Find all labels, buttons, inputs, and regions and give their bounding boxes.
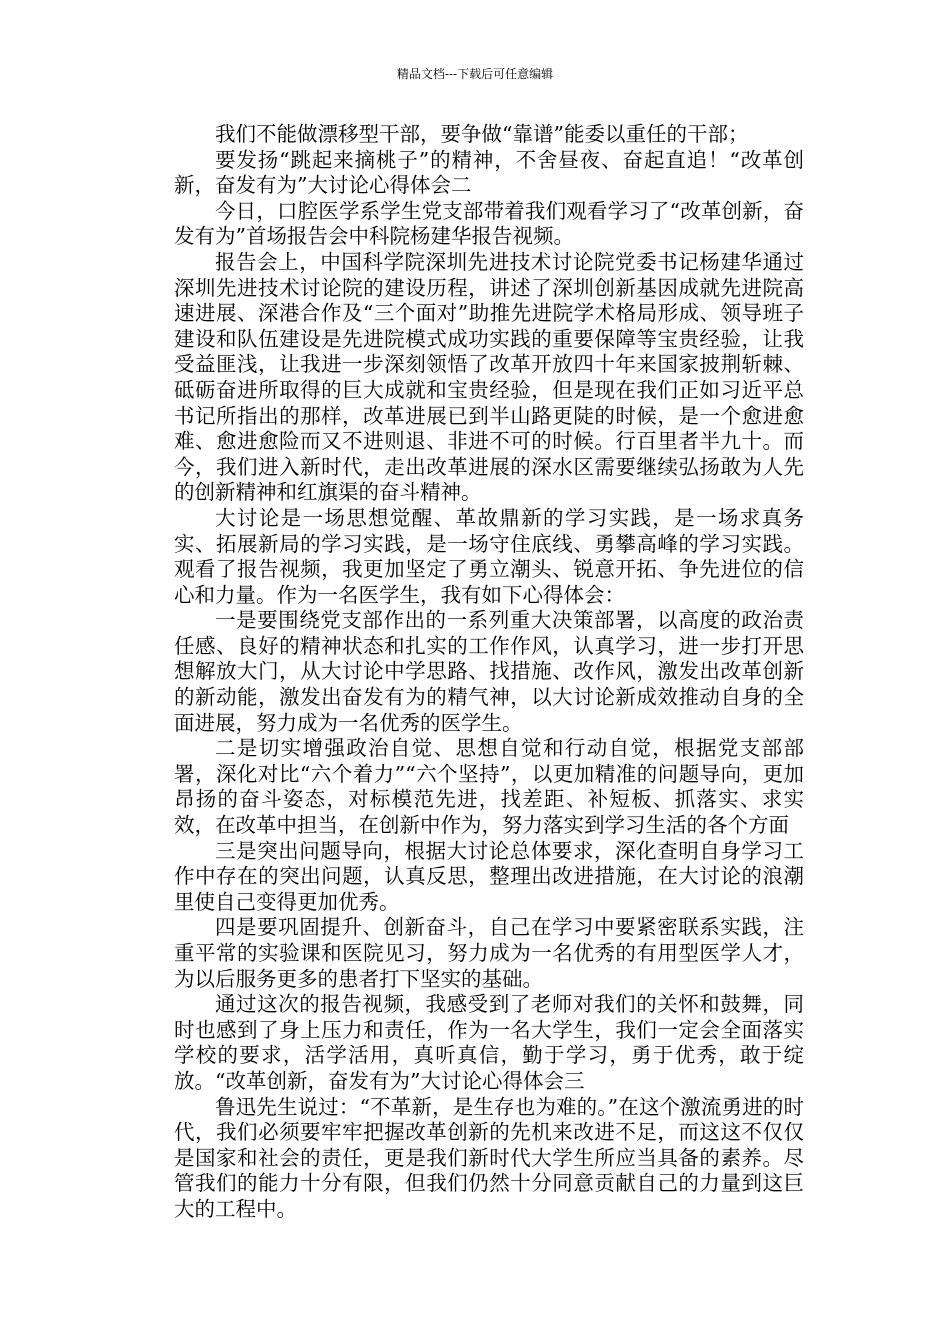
paragraph: 一是要围绕党支部作出的一系列重大决策部署，以高度的政治责任感、良好的精神状态和扎实的工作作风，认真学习，进一步打开思想解放大门，从大讨论中学思路、找措施、改作风，激发出改革创新的新动能，激发出奋发有为的精气神，以大讨论新成效推动自身的全面进展，努力成为一名优秀的医学生。	[174, 608, 804, 735]
paragraph: 三是突出问题导向，根据大讨论总体要求，深化查明自身学习工作中存在的突出问题，认真反思，整理出改进措施，在大讨论的浪潮里使自己变得更加优秀。	[174, 838, 804, 914]
page-header: 精品文档---下载后可任意编辑	[396, 67, 554, 81]
paragraph: 通过这次的报告视频，我感受到了老师对我们的关怀和鼓舞，同时也感到了身上压力和责任，作为一名大学生，我们一定会全面落实学校的要求，活学活用，真听真信，勤于学习，勇于优秀，敢于绽放。“改革创新，奋发有为”大讨论心得体会三	[174, 992, 804, 1093]
document-body	[174, 122, 804, 1223]
paragraph: 四是要巩固提升、创新奋斗，自己在学习中要紧密联系实践，注重平常的实验课和医院见习，努力成为一名优秀的有用型医学人才，为以后服务更多的患者打下坚实的基础。	[174, 915, 804, 991]
paragraph: 二是切实增强政治自觉、思想自觉和行动自觉，根据党支部部署，深化对比“六个着力”“六个坚持”，以更加精准的问题导向，更加昂扬的奋斗姿态，对标模范先进，找差距、补短板、抓落实、求实效，在改革中担当，在创新中作为，努力落实到学习生活的各个方面	[174, 736, 804, 838]
paragraph: 要发扬“跳起来摘桃子”的精神，不舍昼夜、奋起直追！“改革创新，奋发有为”大讨论心得体会二	[174, 147, 804, 198]
paragraph: 报告会上，中国科学院深圳先进技术讨论院党委书记杨建华通过深圳先进技术讨论院的建设历程，讲述了深圳创新基因成就先进院高速进展、深港合作及“三个面对”助推先进院学术格局形成、领导班子建设和队伍建设是先进院模式成功实践的重要保障等宝贵经验，让我受益匪浅，让我进一步深刻领悟了改革开放四十年来国家披荆斩棘、砥砺奋进所取得的巨大成就和宝贵经验，但是现在我们正如习近平总书记所指出的那样，改革进展已到半山路更陡的时候，是一个愈进愈难、愈进愈险而又不进则退、非进不可的时候。行百里者半九十。而今，我们进入新时代，走出改革进展的深水区需要继续弘扬敢为人先的创新精神和红旗渠的奋斗精神。	[174, 249, 804, 505]
paragraph: 我们不能做漂移型干部，要争做“靠谱”能委以重任的干部；	[215, 122, 749, 146]
paragraph: 大讨论是一场思想觉醒、革故鼎新的学习实践，是一场求真务实、拓展新局的学习实践，是一场守住底线、勇攀高峰的学习实践。观看了报告视频，我更加坚定了勇立潮头、锐意开拓、争先进位的信心和力量。作为一名医学生，我有如下心得体会：	[174, 505, 804, 607]
paragraph: 鲁迅先生说过：“不革新，是生存也为难的。”在这个激流勇进的时代，我们必须要牢牢把握改革创新的先机来改进不足，而这这不仅仅是国家和社会的责任，更是我们新时代大学生所应当具备的素养。尽管我们的能力十分有限，但我们仍然十分同意贡献自己的力量到这巨大的工程中。	[174, 1094, 804, 1221]
paragraph: 今日，口腔医学系学生党支部带着我们观看学习了“改革创新，奋发有为”首场报告会中科院杨建华报告视频。	[174, 198, 804, 249]
